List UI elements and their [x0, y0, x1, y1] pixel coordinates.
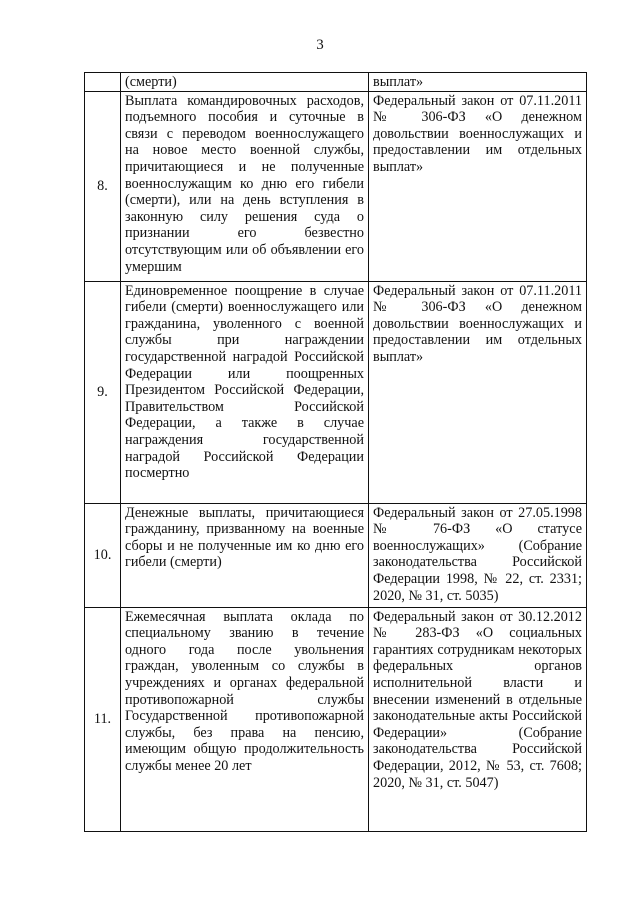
legal-basis-text: Федеральный закон от 30.12.2012 № 283-ФЗ «О социальных гарантиях сотрудникам некоторых федеральных органов исполнительной власти и внесении изменений в отдельные законодательные акты Российской Федерации» (Собрание законодательства Российской Федерации, 2012, № 53, ст. 7608; 2020, № 31, ст. 5047) — [373, 608, 582, 791]
row-number: 9. — [85, 281, 121, 503]
payment-type-text: Денежные выплаты, причитающиеся гражданину, призванному на военные сборы и не полученные им ко дню его гибели (смерти) — [125, 504, 364, 571]
row-number: 8. — [85, 91, 121, 281]
payment-type-cell — [121, 91, 369, 281]
legal-basis-cell — [369, 607, 587, 831]
legal-basis-text: Федеральный закон от 07.11.2011 № 306-ФЗ «О денежном довольствии военнослужащих и предоставлении им отдельных выплат» — [373, 92, 582, 175]
payment-type-cell — [121, 607, 369, 831]
legal-basis-text: Федеральный закон от 27.05.1998 № 76-ФЗ «О статусе военнослужащих» (Собрание законодательства Российской Федерации 1998, № 22, ст. 2331; 2020, № 31, ст. 5035) — [373, 504, 582, 604]
table-row — [85, 91, 587, 281]
legal-basis-cell — [369, 91, 587, 281]
table-row — [85, 73, 587, 92]
legal-basis-text: выплат» — [373, 74, 424, 90]
table-row — [85, 503, 587, 607]
legal-basis-cell — [369, 503, 587, 607]
row-number: 11. — [85, 607, 121, 831]
payments-table — [84, 72, 587, 832]
row-number — [85, 73, 121, 92]
row-number: 10. — [85, 503, 121, 607]
payment-type-text: Единовременное поощрение в случае гибели (смерти) военнослужащего или гражданина, уволенного с военной службы при награждении государственной наградой Российской Федерации или поощренных Президентом Российской Федерации, Правительством Российской Федерации, а также в случае награждения государственной наградой Российской Федерации посмертно — [125, 282, 364, 482]
legal-basis-cell — [369, 281, 587, 503]
payment-type-text: Ежемесячная выплата оклада по специальному званию в течение одного года после увольнения граждан, уволенным со службы в учреждениях и органах федеральной противопожарной службы Государственной противопожарной службы, без права на пенсию, имеющим общую продолжительность службы менее 20 лет — [125, 608, 364, 774]
payment-type-text: Выплата командировочных расходов, подъемного пособия и суточные в связи с переводом военнослужащего на новое место военной службы, причитающиеся и не полученные военнослужащим ко дню его гибели (смерти), или на день вступления в законную силу решения суда о признании его безвестно отсутствующим или об объявлении его умершим — [125, 92, 364, 275]
page-number: 3 — [316, 37, 324, 53]
table-row — [85, 607, 587, 831]
payment-type-cell — [121, 281, 369, 503]
payment-type-text: (смерти) — [125, 74, 177, 90]
legal-basis-text: Федеральный закон от 07.11.2011 № 306-ФЗ «О денежном довольствии военнослужащих и предоставлении им отдельных выплат» — [373, 282, 582, 365]
legal-basis-cell — [369, 73, 587, 92]
payment-type-cell — [121, 503, 369, 607]
table-row — [85, 281, 587, 503]
payment-type-cell — [121, 73, 369, 92]
